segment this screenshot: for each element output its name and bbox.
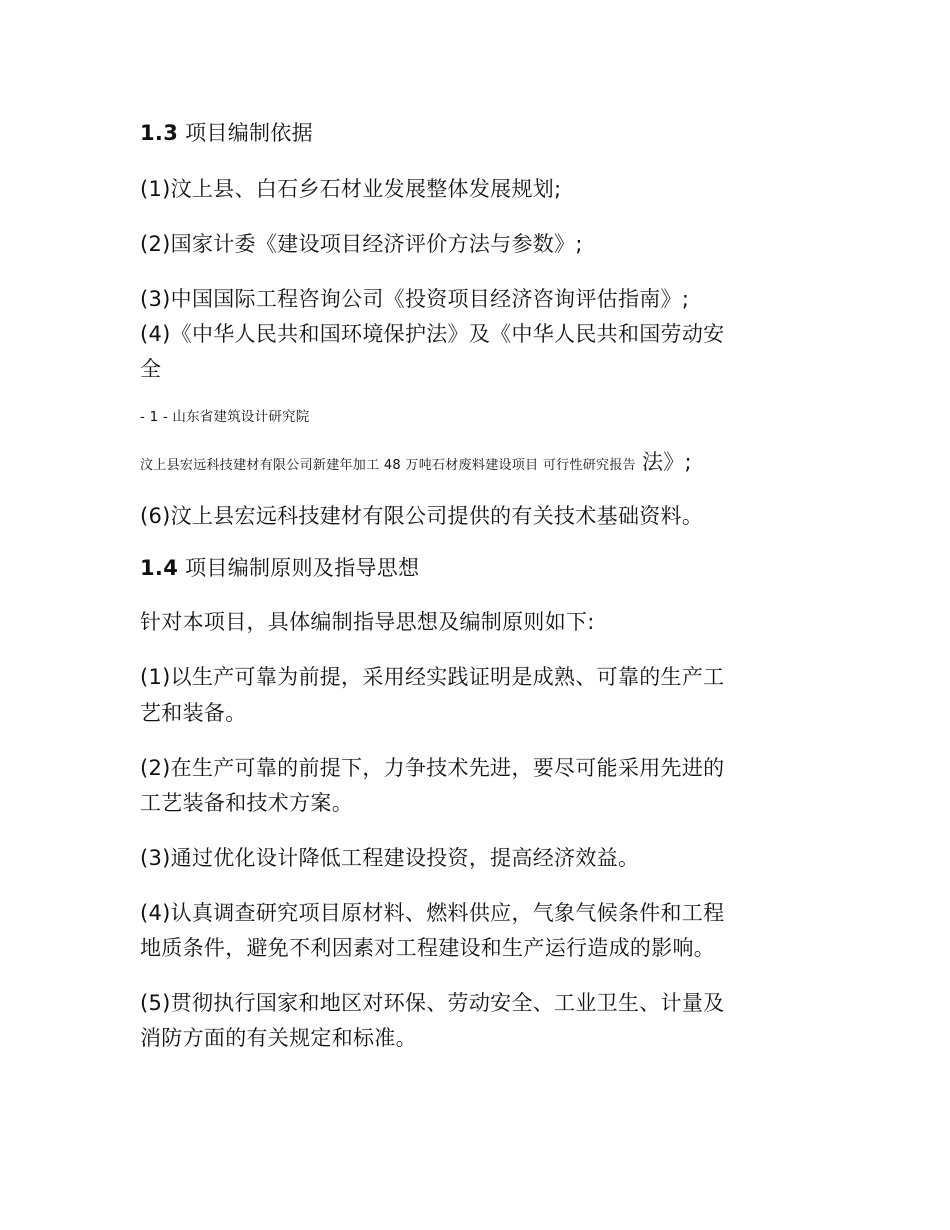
principle-3: (3)通过优化设计降低工程建设投资，提高经济效益。: [140, 846, 640, 870]
basis-item-3: (3)中国国际工程咨询公司《投资项目经济咨询评估指南》;: [140, 287, 690, 311]
basis-item-6: (6)汶上县宏远科技建材有限公司提供的有关技术基础资料。: [140, 504, 704, 528]
principle-2-line-2: 工艺装备和技术方案。: [140, 791, 353, 815]
basis-item-1: (1)汶上县、白石乡石材业发展整体发展规划;: [140, 177, 562, 201]
section-heading-1-4: [140, 551, 419, 585]
basis-item-2: (2)国家计委《建设项目经济评价方法与参数》;: [140, 232, 583, 256]
running-header-text: 汶上县宏远科技建材有限公司新建年加工 48 万吨石材废料建设项目 可行性研究报告: [140, 458, 636, 473]
principle-4-line-2: 地质条件，避免不利因素对工程建设和生产运行造成的影响。: [140, 936, 716, 960]
principle-5-line-2: 消防方面的有关规定和标准。: [140, 1026, 417, 1050]
page-footer: - 1 - 山东省建筑设计研究院: [140, 409, 310, 425]
basis-item-4-continuation: 法》;: [641, 450, 692, 474]
principle-1-line-1: (1)以生产可靠为前提，采用经实践证明是成熟、可靠的生产工: [140, 665, 725, 689]
section-title: 项目编制依据: [185, 121, 313, 145]
principle-5-line-1: (5)贯彻执行国家和地区对环保、劳动安全、工业卫生、计量及: [140, 991, 725, 1015]
section-number: 1.4: [140, 556, 179, 580]
running-header: [140, 447, 692, 481]
principles-intro: 针对本项目，具体编制指导思想及编制原则如下:: [140, 610, 595, 634]
principle-1-line-2: 艺和装备。: [140, 701, 247, 725]
section-title: 项目编制原则及指导思想: [185, 556, 420, 580]
section-number: 1.3: [140, 121, 179, 145]
section-heading-1-3: [140, 116, 313, 150]
principle-2-line-1: (2)在生产可靠的前提下，力争技术先进，要尽可能采用先进的: [140, 756, 725, 780]
principle-4-line-1: (4)认真调查研究项目原材料、燃料供应，气象气候条件和工程: [140, 901, 725, 925]
basis-item-4-line-2: 全: [140, 357, 162, 381]
basis-item-4-line-1: (4)《中华人民共和国环境保护法》及《中华人民共和国劳动安: [140, 322, 725, 346]
